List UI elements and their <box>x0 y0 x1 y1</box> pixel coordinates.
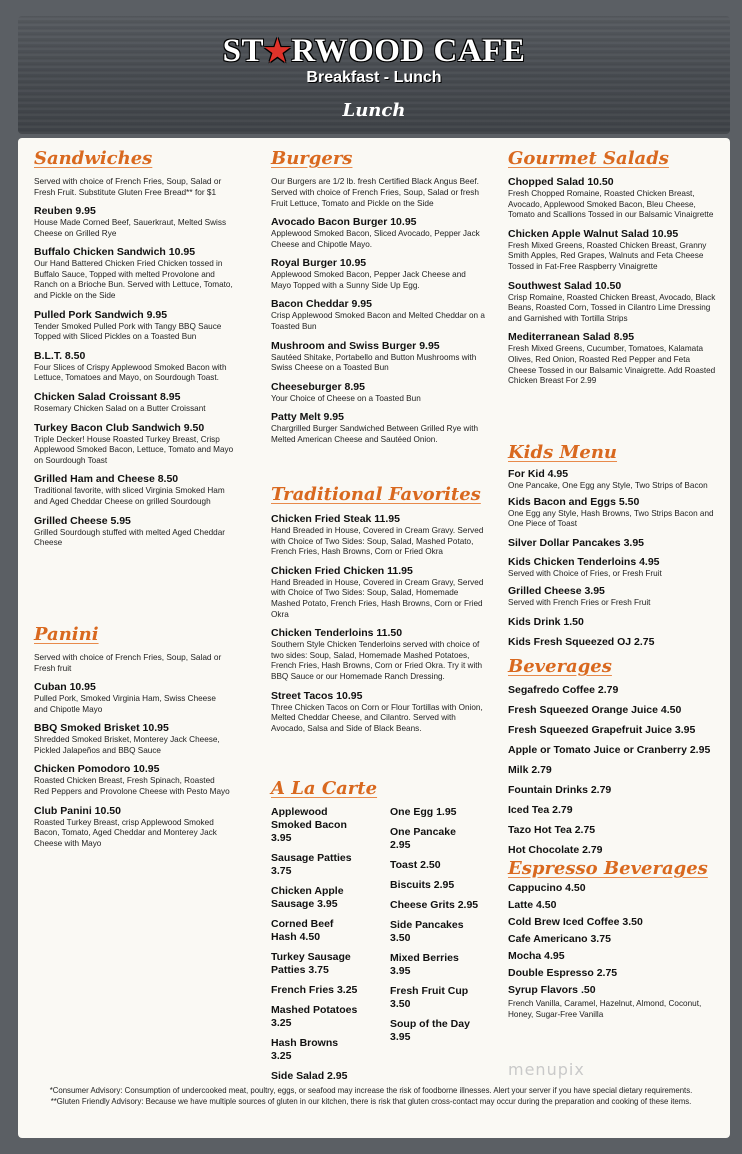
menu-item <box>508 636 718 649</box>
alacarte-right-list <box>390 806 498 1051</box>
star-icon: ★ <box>264 35 292 68</box>
menu-item <box>271 690 487 735</box>
section-heading: A La Carte <box>271 778 378 799</box>
menu-item <box>34 309 234 343</box>
item-desc: House Made Corned Beef, Sauerkraut, Melted Swiss Cheese on Grilled Rye <box>34 218 227 238</box>
item-name: Applewood <box>271 806 328 818</box>
section-heading: Burgers <box>271 148 353 169</box>
item-desc: Our Hand Battered Chicken Fried Chicken tossed in Buffalo Sauce, Topped with melted Provolone and Ranch on a Brioche Bun. Served with Lettuce, Tomato, and Pickle on the Side <box>34 259 233 300</box>
beverage-item: Tazo Hot Tea 2.75 <box>508 824 596 836</box>
item-name: For Kid 4.95 <box>508 468 569 480</box>
item-desc: Served with Choice of Fries, or Fresh Fruit <box>508 568 662 578</box>
espresso-item: Syrup Flavors .50 <box>508 984 596 996</box>
item-desc: Pulled Pork, Smoked Virginia Ham, Swiss Cheese and Chipotle Mayo <box>34 694 216 714</box>
item-name: Mashed Potatoes <box>271 1004 358 1016</box>
beverages-section <box>508 656 718 860</box>
item-name: Chicken Tenderloins 11.50 <box>271 627 403 640</box>
item-price: 3.95 <box>390 1031 411 1043</box>
espresso-item: Cappucino 4.50 <box>508 882 586 894</box>
alacarte-item <box>390 985 498 1011</box>
item-name: Mediterranean Salad 8.95 <box>508 331 635 344</box>
alacarte-item <box>271 852 383 878</box>
item-name: Avocado Bacon Burger 10.95 <box>271 216 417 228</box>
item-desc: One Egg any Style, Hash Browns, Two Strips Bacon and One Piece of Toast <box>508 508 714 529</box>
section-intro: Served with choice of French Fries, Soup, Salad or Fresh fruit <box>34 652 222 673</box>
section-heading: Beverages <box>508 656 612 677</box>
beverage-item: Fresh Squeezed Grapefruit Juice 3.95 <box>508 724 696 736</box>
item-desc: Fresh Chopped Romaine, Roasted Chicken Breast, Avocado, Applewood Smoked Bacon, Bleu Cheese, Tomato and Scallions Tossed in our Balsamic Vinaigrette <box>508 189 714 220</box>
menu-item <box>271 216 487 250</box>
item-name: Smoked Bacon <box>271 819 347 831</box>
item-desc: Chargrilled Burger Sandwiched Between Grilled Rye with Melted American Cheese and Sautéed Onion. <box>271 424 479 444</box>
espresso-item: Cafe Americano 3.75 <box>508 933 611 945</box>
consumer-advisory: *Consumer Advisory: Consumption of undercooked meat, poultry, eggs, or seafood may increase the risk of foodborne illnesses. Alert your server if you have special dietary requirements. <box>49 1086 693 1095</box>
item-desc: Traditional favorite, with sliced Virginia Smoked Ham and Aged Cheddar Cheese on grilled Sourdough <box>34 486 225 506</box>
item-desc: Applewood Smoked Bacon, Sliced Avocado, Pepper Jack Cheese and Chipotle Mayo. <box>271 229 480 249</box>
item-name: BBQ Smoked Brisket 10.95 <box>34 722 169 735</box>
item-desc: Served with French Fries or Fresh Fruit <box>508 598 651 608</box>
traditional-section <box>271 484 487 734</box>
item-desc: Three Chicken Tacos on Corn or Flour Tortillas with Onion, Melted Cheddar Cheese, and Cilantro. Served with Avocado, Salsa and Side of Black Beans. <box>271 702 483 733</box>
item-name: Soup of the Day <box>390 1018 470 1030</box>
item-desc: Applewood Smoked Bacon, Pepper Jack Cheese and Mayo Topped with a Sunny Side Up Egg. <box>271 270 466 290</box>
item-name: Grilled Ham and Cheese 8.50 <box>34 473 179 486</box>
alacarte-section <box>271 778 491 800</box>
item-name: Street Tacos 10.95 <box>271 689 363 702</box>
sandwiches-section <box>34 148 234 549</box>
section-heading: Panini <box>34 624 99 645</box>
item-name: Grilled Cheese 5.95 <box>34 514 131 527</box>
kids-section <box>508 442 718 649</box>
item-name: Buffalo Chicken Sandwich 10.95 <box>34 246 196 259</box>
item-price: 2.95 <box>390 839 411 851</box>
menu-item <box>34 681 230 715</box>
menu-item <box>271 627 487 682</box>
menu-item <box>508 585 718 609</box>
syrup-flavors-desc: French Vanilla, Caramel, Hazelnut, Almond, Coconut, Honey, Sugar-Free Vanilla <box>508 999 702 1019</box>
cafe-logo <box>18 34 730 87</box>
item-desc: Fresh Mixed Greens, Roasted Chicken Breast, Granny Smith Apples, Red Grapes, Walnuts and Feta Cheese Tossed in Fat-Free Raspberry Vinaigrette <box>508 240 707 271</box>
item-desc: Crisp Applewood Smoked Bacon and Melted Cheddar on a Toasted Bun <box>271 311 485 331</box>
item-name: Cuban 10.95 <box>34 681 96 693</box>
panini-section <box>34 624 230 849</box>
alacarte-item <box>271 984 383 997</box>
beverage-item: Iced Tea 2.79 <box>508 804 573 816</box>
item-name: Chicken Pomodoro 10.95 <box>34 763 160 776</box>
menu-header <box>18 16 730 134</box>
alacarte-item <box>390 1018 498 1044</box>
menu-item <box>34 515 234 549</box>
item-desc: Hand Breaded in House, Covered in Cream Gravy. Served with Choice of Two Sides: Soup, Salad, Mashed Potato, French Fries, Hash Browns, Corn or Fried Okra <box>271 526 484 557</box>
menu-item <box>34 391 234 415</box>
item-name: Chicken Fried Chicken 11.95 <box>271 564 413 577</box>
page-label: Lunch <box>342 100 406 121</box>
espresso-item: Mocha 4.95 <box>508 950 565 962</box>
section-heading: Gourmet Salads <box>508 148 669 169</box>
menu-item <box>34 473 234 507</box>
item-name: Turkey Bacon Club Sandwich 9.50 <box>34 421 205 434</box>
footer-advisories <box>34 1086 708 1107</box>
item-name: Fresh Fruit Cup <box>390 985 469 997</box>
alacarte-item <box>271 918 383 944</box>
beverage-item: Apple or Tomato Juice or Cranberry 2.95 <box>508 744 711 756</box>
menu-item <box>34 246 234 301</box>
salads-section <box>508 148 718 387</box>
item-name: Kids Bacon and Eggs 5.50 <box>508 495 640 508</box>
section-heading: Espresso Beverages <box>508 858 708 879</box>
item-name: Kids Fresh Squeezed OJ 2.75 <box>508 635 655 648</box>
item-name: Southwest Salad 10.50 <box>508 279 622 292</box>
menu-item <box>508 176 718 221</box>
section-intro: Served with choice of French Fries, Soup, Salad or Fresh Fruit. Substitute Gluten Free Bread** for $1 <box>34 176 222 197</box>
item-name: Corned Beef <box>271 918 334 930</box>
item-name: Side Salad 2.95 <box>271 1070 348 1082</box>
item-name: Side Pancakes <box>390 919 464 931</box>
item-name: Chicken Apple <box>271 885 344 897</box>
item-desc: Triple Decker! House Roasted Turkey Breast, Crisp Applewood Smoked Bacon, Lettuce, Tomato and Mayo on Sourdough Toast <box>34 434 234 465</box>
menu-item <box>508 331 718 386</box>
item-name: Sausage 3.95 <box>271 898 338 910</box>
item-name: Cheese Grits 2.95 <box>390 899 479 911</box>
section-heading: Kids Menu <box>508 442 618 463</box>
item-name: One Egg 1.95 <box>390 806 457 818</box>
cafe-name: ST★RWOOD CAFE <box>222 33 526 69</box>
item-desc: Roasted Turkey Breast, crisp Applewood Smoked Bacon, Tomato, Aged Cheddar and Monterey Jack Cheese with Mayo <box>34 817 217 848</box>
item-price: 3.75 <box>271 865 292 877</box>
watermark: menupix <box>508 1060 585 1079</box>
item-desc: Sautéed Shitake, Portabello and Button Mushrooms with Swiss Cheese on a Toasted Bun <box>271 352 477 373</box>
item-price: 3.50 <box>390 998 411 1010</box>
menu-item <box>271 340 487 374</box>
item-name: Kids Drink 1.50 <box>508 615 584 628</box>
section-intro: Our Burgers are 1/2 lb. fresh Certified Black Angus Beef. Served with choice of French Fries, Soup, Salad or fresh Fruit Lettuce, Tomato and Pickle on the Side <box>271 176 479 208</box>
item-desc: Southern Style Chicken Tenderloins served with choice of two sides: Soup, Salad, Homemade Mashed Potatoes, French Fries, Hash Browns, Corn or Fried Okra. Try it with BBQ Sauce or our Homemade Ranch Dressing. <box>271 640 483 681</box>
item-name: Biscuits 2.95 <box>390 879 455 891</box>
menu-item <box>508 556 718 580</box>
item-desc: Roasted Chicken Breast, Fresh Spinach, Roasted Red Peppers and Provolone Cheese with Pesto Mayo <box>34 776 230 796</box>
menu-item <box>271 257 487 291</box>
alacarte-item <box>390 919 498 945</box>
menu-item <box>508 537 718 550</box>
item-name: Chicken Salad Croissant 8.95 <box>34 390 181 403</box>
alacarte-item <box>390 879 498 892</box>
item-name: Patty Melt 9.95 <box>271 411 344 424</box>
item-name: Cheeseburger 8.95 <box>271 380 365 393</box>
beverage-item: Segafredo Coffee 2.79 <box>508 684 619 696</box>
item-name: French Fries 3.25 <box>271 984 358 996</box>
menu-item <box>271 381 487 405</box>
gluten-advisory: **Gluten Friendly Advisory: Because we have multiple sources of gluten in our kitchen, there is risk that gluten cross-contact may occur during the preparation and cooking of these items. <box>50 1096 692 1106</box>
alacarte-item <box>271 806 383 845</box>
alacarte-item <box>271 885 383 911</box>
item-desc: Fresh Mixed Greens, Cucumber, Tomatoes, Kalamata Olives, Red Onion, Roasted Red Pepper and Feta Cheese Tossed in our Balsamic Vinaigrette. Add Roasted Chicken Breast For 2.99 <box>508 344 716 386</box>
item-name: One Pancake <box>390 826 456 838</box>
item-name: Grilled Cheese 3.95 <box>508 585 605 598</box>
item-price: 3.25 <box>271 1050 292 1062</box>
espresso-item: Latte 4.50 <box>508 899 557 911</box>
menu-item <box>34 350 234 384</box>
item-desc: Hand Breaded in House, Covered in Cream Gravy, Served with Choice of Two Sides: Soup, Salad, Homemade Mashed Potato, French Fries, Hash Browns, Corn or Fried Okra <box>271 577 484 619</box>
alacarte-item <box>271 951 383 977</box>
alacarte-item <box>271 1037 383 1063</box>
espresso-item: Cold Brew Iced Coffee 3.50 <box>508 916 643 928</box>
item-name: Mixed Berries <box>390 952 459 964</box>
item-name: Sausage Patties <box>271 852 352 864</box>
item-name: Mushroom and Swiss Burger 9.95 <box>271 339 440 352</box>
item-name: Royal Burger 10.95 <box>271 257 367 270</box>
alacarte-item <box>390 899 498 912</box>
item-name: Bacon Cheddar 9.95 <box>271 298 372 311</box>
espresso-section <box>508 858 720 1020</box>
menu-item <box>271 565 487 620</box>
menu-item <box>34 805 230 850</box>
menu-item <box>508 616 718 629</box>
item-name: Hash Browns <box>271 1037 339 1049</box>
item-desc: Rosemary Chicken Salad on a Butter Croissant <box>34 403 206 413</box>
burgers-section <box>271 148 487 446</box>
cafe-subtitle: Breakfast - Lunch <box>306 69 442 86</box>
item-desc: One Pancake, One Egg any Style, Two Strips of Bacon <box>508 481 708 490</box>
item-price: 3.95 <box>271 832 292 844</box>
alacarte-item <box>271 1070 383 1083</box>
alacarte-item <box>390 826 498 852</box>
menu-item <box>34 422 234 467</box>
menu-item <box>271 298 487 332</box>
section-heading: Traditional Favorites <box>271 484 481 505</box>
menu-item <box>508 280 718 325</box>
item-desc: Shredded Smoked Brisket, Monterey Jack Cheese, Pickled Jalapeños and BBQ Sauce <box>34 735 220 755</box>
item-name: Chopped Salad 10.50 <box>508 176 614 188</box>
item-name: Silver Dollar Pancakes 3.95 <box>508 536 645 549</box>
item-desc: Four Slices of Crispy Applewood Smoked Bacon with Lettuce, Tomatoes and Mayo, on Sourdough Toast. <box>34 362 227 383</box>
item-name: Hash 4.50 <box>271 931 321 943</box>
section-heading: Sandwiches <box>34 148 153 169</box>
menu-item <box>271 411 487 445</box>
item-price: 3.25 <box>271 1017 292 1029</box>
alacarte-left-list <box>271 806 383 1090</box>
beverage-item: Fountain Drinks 2.79 <box>508 784 612 796</box>
item-name: Toast 2.50 <box>390 859 441 871</box>
menu-item <box>34 205 234 239</box>
item-desc: Grilled Sourdough stuffed with melted Aged Cheddar Cheese <box>34 527 226 548</box>
menu-item <box>508 496 718 530</box>
item-name: Turkey Sausage <box>271 951 351 963</box>
item-name: Patties 3.75 <box>271 964 329 976</box>
alacarte-item <box>390 859 498 872</box>
menu-item <box>508 468 718 492</box>
alacarte-item <box>271 1004 383 1030</box>
item-desc: Tender Smoked Pulled Pork with Tangy BBQ Sauce Topped with Sliced Pickles on a Toasted Bun <box>34 321 222 342</box>
menu-item <box>34 722 230 756</box>
item-name: B.L.T. 8.50 <box>34 349 86 362</box>
alacarte-item <box>390 952 498 978</box>
alacarte-item <box>390 806 498 819</box>
item-name: Chicken Fried Steak 11.95 <box>271 513 400 525</box>
beverage-item: Milk 2.79 <box>508 764 552 776</box>
beverage-item: Fresh Squeezed Orange Juice 4.50 <box>508 704 682 716</box>
menu-item <box>34 763 230 797</box>
espresso-item: Double Espresso 2.75 <box>508 967 618 979</box>
item-price: 3.50 <box>390 932 411 944</box>
item-desc: Your Choice of Cheese on a Toasted Bun <box>271 393 421 403</box>
item-name: Chicken Apple Walnut Salad 10.95 <box>508 227 679 240</box>
item-desc: Crisp Romaine, Roasted Chicken Breast, Avocado, Black Beans, Roasted Corn, Tossed in Cilantro Lime Dressing and Garnished with Tortilla Strips <box>508 292 716 323</box>
item-price: 3.95 <box>390 965 411 977</box>
item-name: Reuben 9.95 <box>34 205 96 217</box>
beverage-item: Hot Chocolate 2.79 <box>508 844 603 856</box>
menu-item <box>508 228 718 273</box>
menu-item <box>271 513 487 558</box>
item-name: Kids Chicken Tenderloins 4.95 <box>508 555 660 568</box>
menu-panel <box>18 138 730 1138</box>
item-name: Club Panini 10.50 <box>34 804 121 817</box>
item-name: Pulled Pork Sandwich 9.95 <box>34 308 168 321</box>
